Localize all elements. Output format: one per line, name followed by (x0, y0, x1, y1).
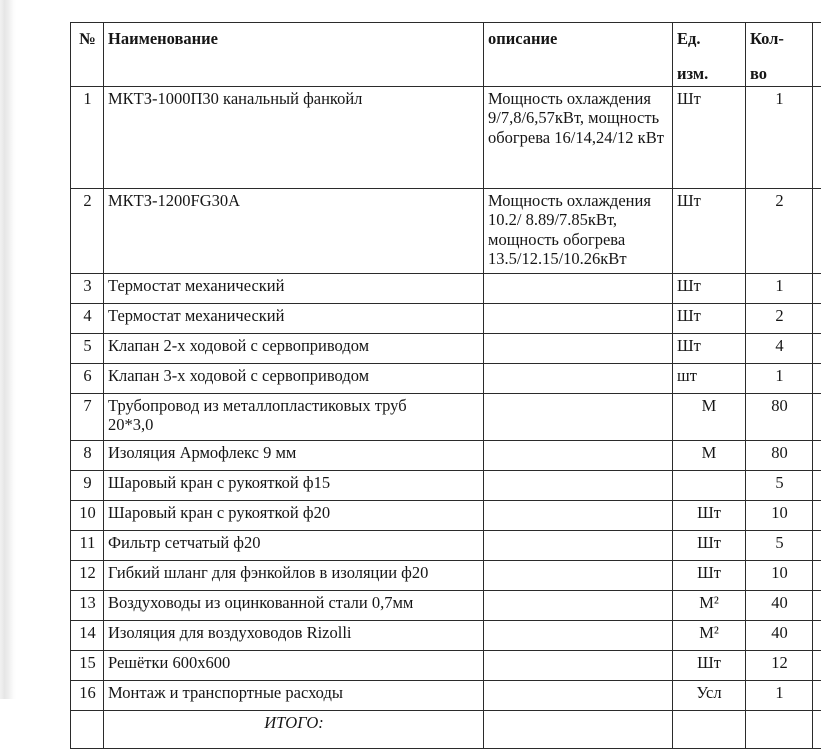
row-quantity: 1 (746, 86, 813, 188)
table-row (71, 440, 821, 470)
row-quantity: 5 (746, 470, 813, 500)
table-row (71, 590, 821, 620)
row-clipped-cell (813, 188, 821, 273)
row-name: Изоляция Армофлекс 9 мм (104, 440, 484, 470)
row-unit: Шт (673, 273, 746, 303)
row-description (484, 650, 673, 680)
row-unit: Усл (673, 680, 746, 710)
row-description (484, 363, 673, 393)
row-number: 6 (71, 363, 104, 393)
table-body (71, 86, 821, 748)
table-header-row (71, 23, 821, 87)
total-row-clipped-cell (813, 710, 821, 748)
table-row (71, 500, 821, 530)
row-clipped-cell (813, 620, 821, 650)
row-unit: шт (673, 363, 746, 393)
total-label: ИТОГО: (104, 710, 484, 748)
row-clipped-cell (813, 86, 821, 188)
row-clipped-cell (813, 333, 821, 363)
row-name: Шаровый кран с рукояткой ф20 (104, 500, 484, 530)
table-row (71, 470, 821, 500)
row-clipped-cell (813, 470, 821, 500)
row-name: Гибкий шланг для фэнкойлов в изоляции ф20 (104, 560, 484, 590)
row-number: 16 (71, 680, 104, 710)
column-header-unit (673, 23, 746, 87)
row-quantity: 80 (746, 440, 813, 470)
row-name-line1: Трубопровод из металлопластиковых труб (108, 396, 407, 415)
row-name: Клапан 2-х ходовой с сервоприводом (104, 333, 484, 363)
table-row (71, 620, 821, 650)
table-row (71, 530, 821, 560)
row-clipped-cell (813, 590, 821, 620)
table-row (71, 188, 821, 273)
row-description (484, 560, 673, 590)
row-number: 12 (71, 560, 104, 590)
row-quantity: 4 (746, 333, 813, 363)
row-unit: Шт (673, 333, 746, 363)
row-description (484, 680, 673, 710)
row-quantity: 5 (746, 530, 813, 560)
row-description (484, 620, 673, 650)
row-clipped-cell (813, 440, 821, 470)
table-total-row (71, 710, 821, 748)
row-name (104, 393, 484, 440)
table-row (71, 86, 821, 188)
row-clipped-cell (813, 530, 821, 560)
row-quantity: 40 (746, 620, 813, 650)
row-clipped-cell (813, 680, 821, 710)
row-name: Клапан 3-х ходовой с сервоприводом (104, 363, 484, 393)
column-header-name: Наименование (104, 23, 484, 87)
row-clipped-cell (813, 303, 821, 333)
table-row (71, 333, 821, 363)
total-row-description (484, 710, 673, 748)
row-unit: М (673, 393, 746, 440)
page-edge-shading (0, 0, 16, 699)
table-row (71, 363, 821, 393)
table-row (71, 303, 821, 333)
row-quantity: 10 (746, 560, 813, 590)
row-quantity: 10 (746, 500, 813, 530)
row-number: 8 (71, 440, 104, 470)
row-name: Монтаж и транспортные расходы (104, 680, 484, 710)
row-unit: Шт (673, 188, 746, 273)
row-number: 2 (71, 188, 104, 273)
row-description (484, 333, 673, 363)
row-name: Воздуховоды из оцинкованной стали 0,7мм (104, 590, 484, 620)
row-name: Изоляция для воздуховодов Rizolli (104, 620, 484, 650)
row-number: 14 (71, 620, 104, 650)
row-unit: Шт (673, 560, 746, 590)
row-clipped-cell (813, 363, 821, 393)
row-description (484, 440, 673, 470)
row-quantity: 1 (746, 273, 813, 303)
row-description (484, 393, 673, 440)
column-header-quantity-line2: во (750, 64, 809, 83)
row-unit: М (673, 440, 746, 470)
row-quantity: 1 (746, 363, 813, 393)
row-quantity: 40 (746, 590, 813, 620)
row-clipped-cell (813, 650, 821, 680)
row-number: 9 (71, 470, 104, 500)
row-clipped-cell (813, 560, 821, 590)
row-unit: М² (673, 590, 746, 620)
total-row-quantity (746, 710, 813, 748)
row-description (484, 530, 673, 560)
column-header-quantity (746, 23, 813, 87)
table-row (71, 680, 821, 710)
row-name: Шаровый кран с рукояткой ф15 (104, 470, 484, 500)
row-unit: Шт (673, 86, 746, 188)
equipment-specification-table (70, 22, 821, 749)
total-row-number (71, 710, 104, 748)
row-name-line2: 20*3,0 (108, 415, 480, 434)
row-quantity: 1 (746, 680, 813, 710)
row-unit: Шт (673, 530, 746, 560)
row-description (484, 303, 673, 333)
row-number: 3 (71, 273, 104, 303)
column-header-clipped (813, 23, 821, 87)
total-row-unit (673, 710, 746, 748)
row-unit: Шт (673, 650, 746, 680)
row-clipped-cell (813, 393, 821, 440)
row-unit: Шт (673, 303, 746, 333)
specification-sheet (70, 22, 821, 749)
row-description (484, 273, 673, 303)
row-quantity: 2 (746, 303, 813, 333)
row-number: 7 (71, 393, 104, 440)
column-header-quantity-line1: Кол- (750, 29, 784, 48)
row-number: 15 (71, 650, 104, 680)
table-row (71, 273, 821, 303)
column-header-unit-line1: Ед. (677, 29, 700, 48)
row-name: МКТЗ-1000П30 канальный фанкойл (104, 86, 484, 188)
row-number: 13 (71, 590, 104, 620)
row-description: Мощность охлаждения 10.2/ 8.89/7.85кВт, мощность обогрева 13.5/12.15/10.26кВт (484, 188, 673, 273)
row-number: 4 (71, 303, 104, 333)
table-row (71, 650, 821, 680)
row-number: 11 (71, 530, 104, 560)
column-header-description: описание (484, 23, 673, 87)
row-quantity: 2 (746, 188, 813, 273)
row-name: Термостат механический (104, 273, 484, 303)
column-header-unit-line2: изм. (677, 64, 742, 83)
column-header-number: № (71, 23, 104, 87)
row-number: 1 (71, 86, 104, 188)
row-name: Термостат механический (104, 303, 484, 333)
row-unit: Шт (673, 500, 746, 530)
row-description (484, 500, 673, 530)
row-quantity: 80 (746, 393, 813, 440)
row-number: 10 (71, 500, 104, 530)
row-unit (673, 470, 746, 500)
row-clipped-cell (813, 500, 821, 530)
row-quantity: 12 (746, 650, 813, 680)
table-row (71, 393, 821, 440)
row-name: МКТЗ-1200FG30A (104, 188, 484, 273)
row-description (484, 470, 673, 500)
table-row (71, 560, 821, 590)
row-clipped-cell (813, 273, 821, 303)
row-number: 5 (71, 333, 104, 363)
row-description (484, 590, 673, 620)
row-name: Решётки 600х600 (104, 650, 484, 680)
row-description: Мощность охлаждения 9/7,8/6,57кВт, мощность обогрева 16/14,24/12 кВт (484, 86, 673, 188)
row-unit: М² (673, 620, 746, 650)
row-name: Фильтр сетчатый ф20 (104, 530, 484, 560)
